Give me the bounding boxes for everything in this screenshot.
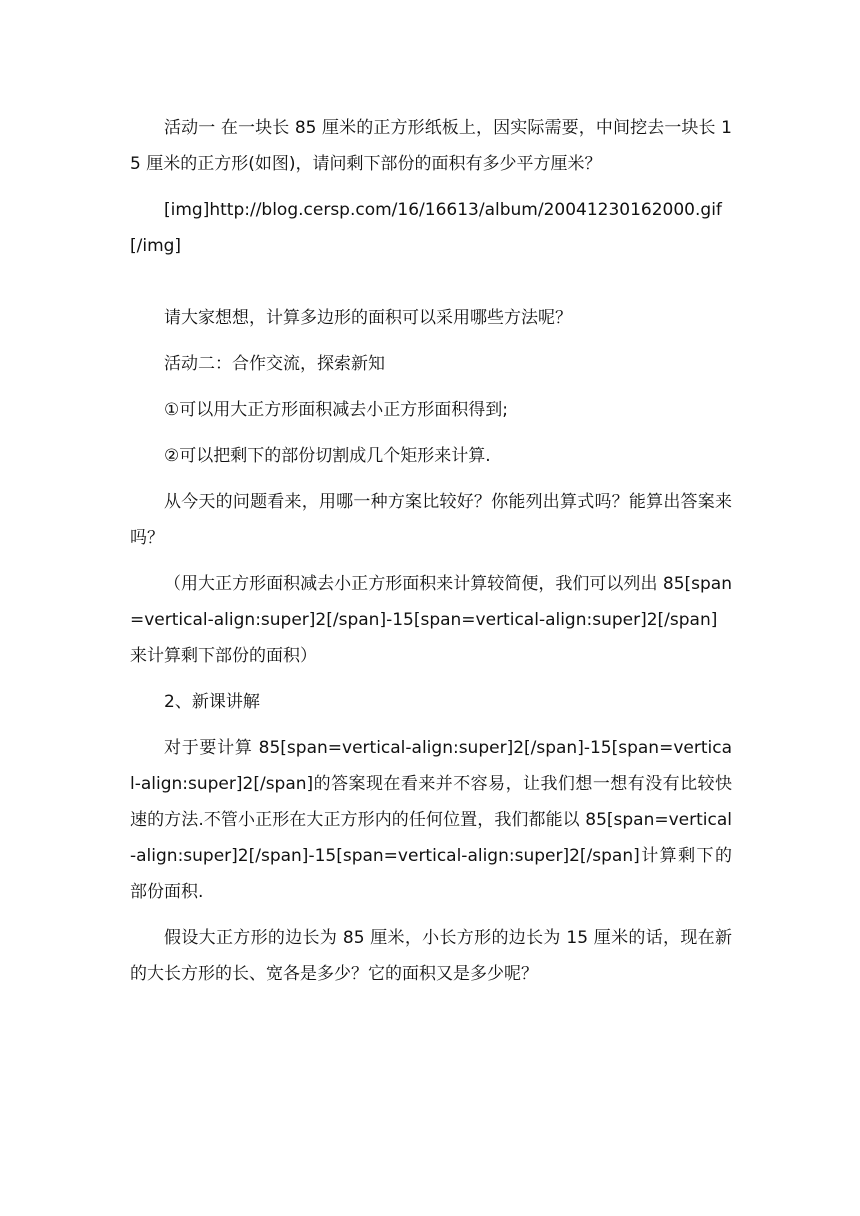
paragraph-think: 请大家想想，计算多边形的面积可以采用哪些方法呢？ xyxy=(164,308,572,328)
paragraph-answer: （用大正方形面积减去小正方形面积来计算较简便，我们可以列出 85[span=vertical-align:super]2[/span]-15[span=vertical-align:super]2[/span]来计算剩下部份的面积） xyxy=(130,574,732,666)
paragraph-assume: 假设大正方形的边长为 85 厘米，小长方形的边长为 15 厘米的话，现在新的大长方形的长、宽各是多少？它的面积又是多少呢？ xyxy=(130,928,732,984)
paragraph-method-one: ①可以用大正方形面积减去小正方形面积得到; xyxy=(164,400,508,420)
paragraph-explain: 对于要计算 85[span=vertical-align:super]2[/span]-15[span=vertical-align:super]2[/span]的答案现在看来并不容易，让我们想一想有没有比较快速的方法.不管小正形在大正方形内的任何位置，我们都能以 85[span=vertical-align:super]2[/span]-15[span=vertical-align:super]2[/span]计算剩下的部份面积. xyxy=(130,738,732,902)
paragraph-method-two: ②可以把剩下的部份切割成几个矩形来计算. xyxy=(164,446,491,466)
paragraph-activity-one: 活动一 在一块长 85 厘米的正方形纸板上，因实际需要，中间挖去一块长 15 厘米的正方形(如图)，请问剩下部份的面积有多少平方厘米？ xyxy=(130,118,732,174)
image-placeholder-tag: [img]http://blog.cersp.com/16/16613/album/20041230162000.gif[/img] xyxy=(130,200,722,256)
paragraph-question: 从今天的问题看来，用哪一种方案比较好？你能列出算式吗？能算出答案来吗？ xyxy=(130,492,732,548)
blank-line xyxy=(130,264,732,300)
document-body xyxy=(130,110,732,992)
paragraph-activity-two: 活动二：合作交流，探索新知 xyxy=(164,354,385,374)
section-heading-new-lesson: 2、新课讲解 xyxy=(164,692,260,712)
